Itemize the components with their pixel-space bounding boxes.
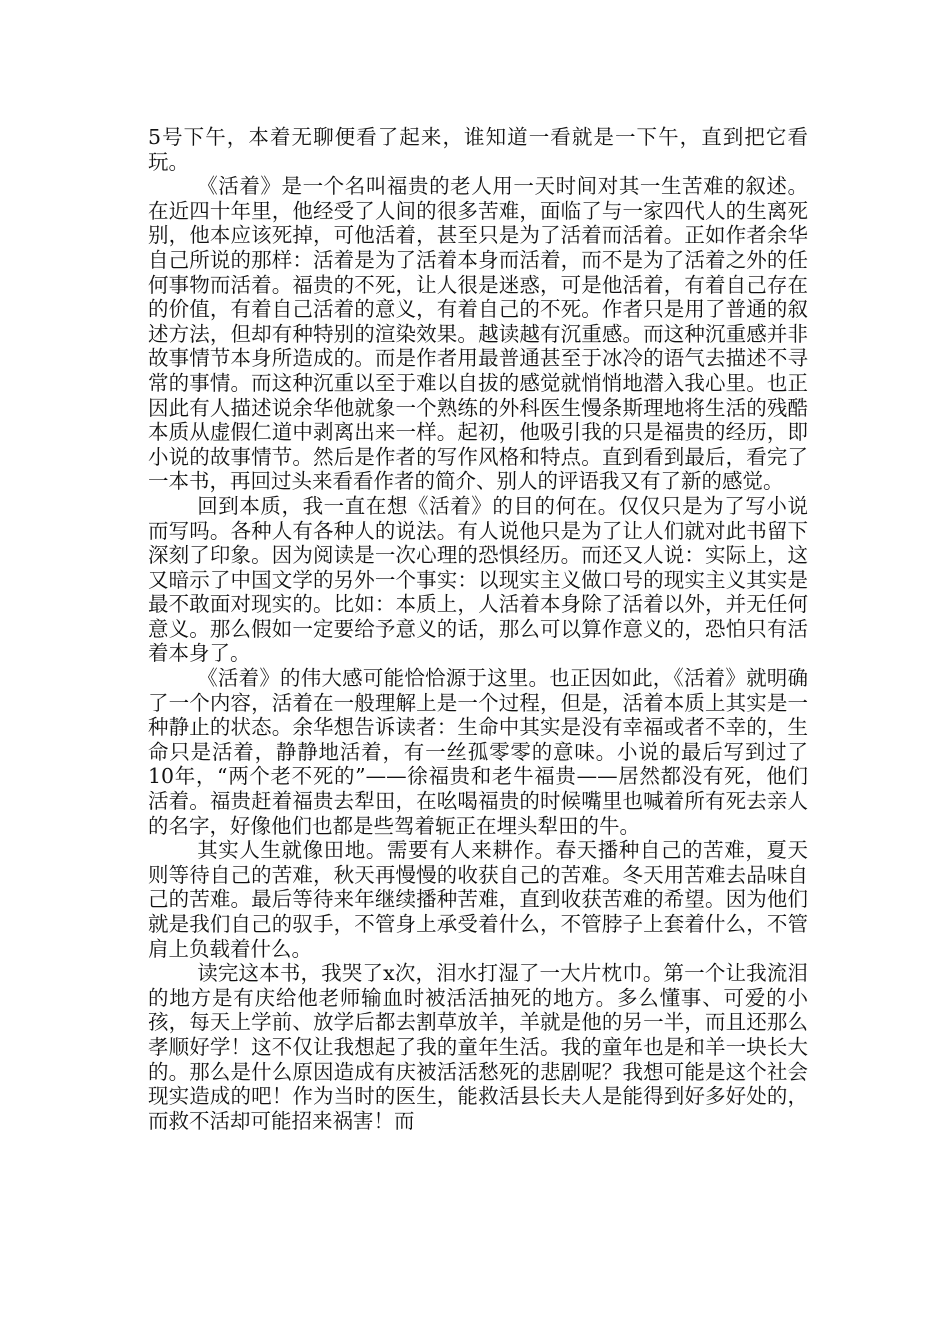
paragraph-1: 5号下午，本着无聊便看了起来，谁知道一看就是一下午，直到把它看玩。 [148, 125, 808, 174]
document-body [148, 125, 808, 1133]
paragraph-5: 其实人生就像田地。需要有人来耕作。春天播种自己的苦难，夏天则等待自己的苦难，秋天再慢慢的收获自己的苦难。冬天用苦难去品味自己的苦难。最后等待来年继续播种苦难，直到收获苦难的希望。因为他们就是我们自己的驭手，不管身上承受着什么，不管脖子上套着什么，不管肩上负载着什么。 [148, 838, 808, 961]
paragraph-3: 回到本质，我一直在想《活着》的目的何在。仅仅只是为了写小说而写吗。各种人有各种人的说法。有人说他只是为了让人们就对此书留下深刻了印象。因为阅读是一次心理的恐惧经历。而还又人说：实际上，这又暗示了中国文学的另外一个事实：以现实主义做口号的现实主义其实是最不敢面对现实的。比如：本质上，人活着本身除了活着以外，并无任何意义。那么假如一定要给予意义的话，那么可以算作意义的，恐怕只有活着本身了。 [148, 493, 808, 666]
paragraph-2: 《活着》是一个名叫福贵的老人用一天时间对其一生苦难的叙述。在近四十年里，他经受了人间的很多苦难，面临了与一家四代人的生离死别，他本应该死掉，可他活着，甚至只是为了活着而活着。正如作者余华自己所说的那样：活着是为了活着本身而活着，而不是为了活着之外的任何事物而活着。福贵的不死，让人很是迷惑，可是他活着，有着自己存在的价值，有着自己活着的意义，有着自己的不死。作者只是用了普通的叙述方法，但却有种特别的渲染效果。越读越有沉重感。而这种沉重感并非故事情节本身所造成的。而是作者用最普通甚至于冰冷的语气去描述不寻常的事情。而这种沉重以至于难以自拔的感觉就悄悄地潜入我心里。也正因此有人描述说余华他就象一个熟练的外科医生慢条斯理地将生活的残酷本质从虚假仁道中剥离出来一样。起初，他吸引我的只是福贵的经历，即小说的故事情节。然后是作者的写作风格和特点。直到看到最后，看完了一本书，再回过头来看看作者的简介、别人的评语我又有了新的感觉。 [148, 174, 808, 494]
paragraph-6: 读完这本书，我哭了x次，泪水打湿了一大片枕巾。第一个让我流泪的地方是有庆给他老师输血时被活活抽死的地方。多么懂事、可爱的小孩，每天上学前、放学后都去割草放羊，羊就是他的另一半，而且还那么孝顺好学！这不仅让我想起了我的童年生活。我的童年也是和羊一块长大的。那么是什么原因造成有庆被活活愁死的悲剧呢？我想可能是这个社会现实造成的吧！作为当时的医生，能救活县长夫人是能得到好多好处的，而救不活却可能招来祸害！而 [148, 961, 808, 1133]
paragraph-4: 《活着》的伟大感可能恰恰源于这里。也正因如此，《活着》就明确了一个内容，活着在一般理解上是一个过程，但是，活着本质上其实是一种静止的状态。余华想告诉读者：生命中其实是没有幸福或者不幸的，生命只是活着，静静地活着，有一丝孤零零的意味。小说的最后写到过了10年，“两个老不死的”——徐福贵和老牛福贵——居然都没有死，他们活着。福贵赶着福贵去犁田，在吆喝福贵的时候嘴里也喊着所有死去亲人的名字，好像他们也都是些驾着轭正在埋头犁田的牛。 [148, 666, 808, 838]
